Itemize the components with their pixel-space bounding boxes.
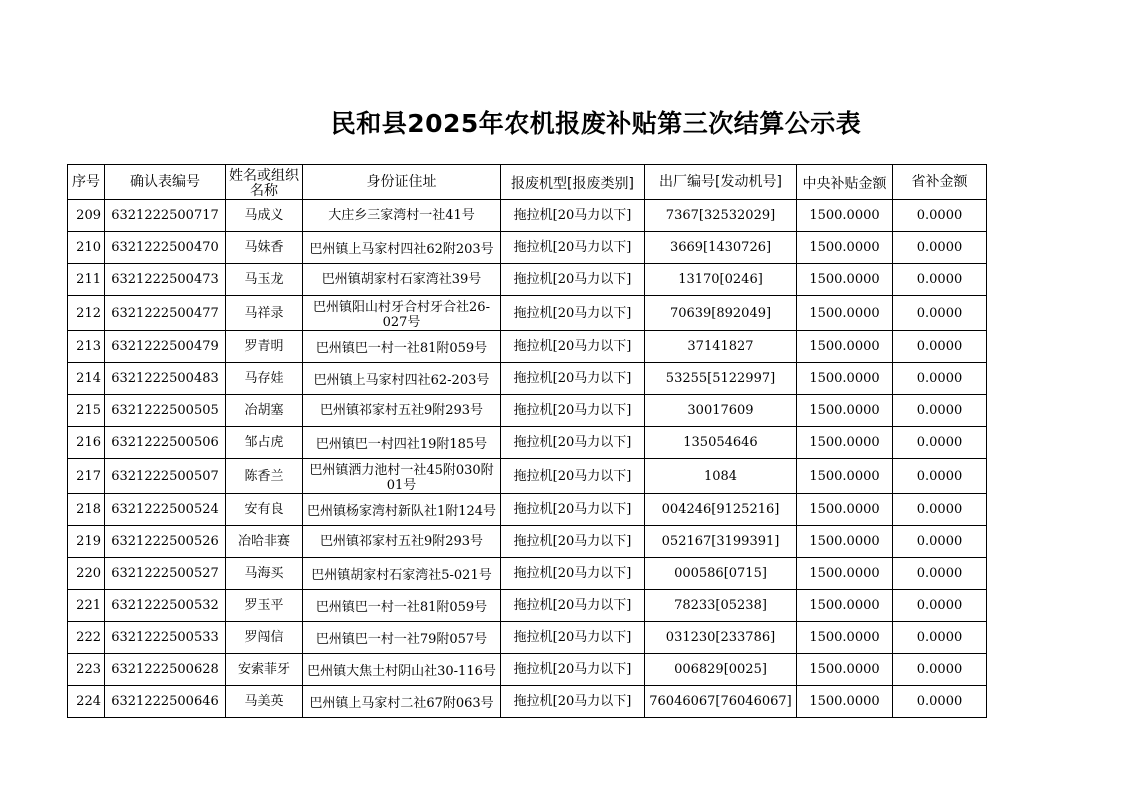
cell-seq-text: 224	[76, 694, 101, 709]
cell-seq	[68, 622, 105, 654]
cell-serial	[645, 459, 797, 494]
cell-central-text: 1500.0000	[809, 371, 880, 386]
cell-provincial	[893, 200, 987, 232]
cell-seq-text: 221	[76, 598, 101, 613]
cell-seq	[68, 494, 105, 526]
cell-address	[303, 558, 501, 590]
cell-name-text: 冶哈非赛	[237, 534, 290, 549]
cell-provincial	[893, 232, 987, 264]
cell-serial	[645, 331, 797, 363]
cell-provincial-text: 0.0000	[916, 435, 963, 450]
cell-serial-text: 13170[0246]	[678, 272, 763, 287]
cell-provincial-text: 0.0000	[916, 240, 963, 255]
cell-name-text: 安索菲牙	[237, 662, 290, 677]
cell-central-text: 1500.0000	[809, 534, 880, 549]
cell-provincial	[893, 264, 987, 296]
cell-name	[226, 200, 303, 232]
cell-serial-text: 006829[0025]	[674, 662, 767, 677]
cell-type-text: 拖拉机[20马力以下]	[513, 502, 632, 517]
cell-provincial-text: 0.0000	[916, 534, 963, 549]
table-row	[68, 654, 987, 686]
cell-address	[303, 459, 501, 494]
cell-code-text: 6321222500477	[111, 305, 219, 321]
cell-type-text: 拖拉机[20马力以下]	[513, 662, 632, 677]
table-row	[68, 232, 987, 264]
cell-provincial	[893, 526, 987, 558]
cell-type-text: 拖拉机[20马力以下]	[513, 339, 632, 354]
cell-central	[797, 264, 893, 296]
cell-code	[105, 363, 226, 395]
cell-address-text: 巴州镇巴一村四社19附185号	[315, 437, 488, 452]
cell-serial-text: 000586[0715]	[674, 566, 767, 581]
page-title: 民和县2025年农机报废补贴第三次结算公示表	[330, 109, 862, 138]
cell-provincial-text: 0.0000	[916, 566, 963, 581]
cell-type	[501, 363, 645, 395]
cell-type	[501, 200, 645, 232]
cell-address	[303, 622, 501, 654]
cell-type-text: 拖拉机[20马力以下]	[513, 240, 632, 255]
header-central: 中央补贴金额	[797, 165, 893, 200]
table-row	[68, 200, 987, 232]
cell-address-text: 巴州镇祁家村五社9附293号	[319, 534, 484, 549]
cell-serial	[645, 264, 797, 296]
cell-name	[226, 526, 303, 558]
cell-seq	[68, 232, 105, 264]
cell-provincial-text: 0.0000	[916, 468, 963, 484]
cell-name	[226, 331, 303, 363]
cell-provincial	[893, 494, 987, 526]
cell-seq	[68, 686, 105, 718]
cell-provincial-text: 0.0000	[916, 630, 963, 645]
cell-type-text: 拖拉机[20马力以下]	[513, 468, 632, 484]
cell-seq	[68, 590, 105, 622]
cell-name-text: 马成义	[244, 208, 284, 223]
cell-type-text: 拖拉机[20马力以下]	[513, 630, 632, 645]
cell-provincial-text: 0.0000	[916, 403, 963, 418]
cell-type-text: 拖拉机[20马力以下]	[513, 403, 632, 418]
cell-type	[501, 459, 645, 494]
header-code: 确认表编号	[105, 165, 226, 200]
cell-serial	[645, 622, 797, 654]
cell-name	[226, 654, 303, 686]
cell-central	[797, 331, 893, 363]
cell-name-text: 邹占虎	[244, 435, 284, 450]
cell-central	[797, 654, 893, 686]
cell-seq-text: 210	[76, 240, 101, 255]
cell-type	[501, 558, 645, 590]
cell-central	[797, 427, 893, 459]
cell-type-text: 拖拉机[20马力以下]	[513, 694, 632, 709]
cell-serial	[645, 686, 797, 718]
cell-provincial	[893, 296, 987, 331]
cell-address-text: 巴州镇上马家村四社62附203号	[309, 242, 494, 257]
cell-seq-text: 219	[76, 534, 101, 549]
cell-code-text: 6321222500470	[111, 240, 219, 255]
cell-name-text: 马祥录	[244, 305, 284, 321]
table-row	[68, 590, 987, 622]
cell-seq-text: 217	[76, 468, 101, 484]
cell-seq	[68, 395, 105, 427]
cell-address	[303, 427, 501, 459]
cell-serial	[645, 494, 797, 526]
cell-name-text: 冶胡塞	[244, 403, 284, 418]
cell-provincial	[893, 331, 987, 363]
cell-address-text: 巴州镇洒力池村一社45附030附01号	[309, 463, 494, 493]
cell-seq	[68, 264, 105, 296]
cell-code-text: 6321222500505	[111, 403, 219, 418]
cell-serial	[645, 296, 797, 331]
cell-central	[797, 296, 893, 331]
cell-seq-text: 211	[76, 272, 101, 287]
cell-seq	[68, 459, 105, 494]
cell-name	[226, 264, 303, 296]
header-name: 姓名或组织名称	[226, 165, 303, 200]
cell-code	[105, 494, 226, 526]
cell-central-text: 1500.0000	[809, 272, 880, 287]
cell-code-text: 6321222500507	[111, 468, 219, 484]
cell-address	[303, 526, 501, 558]
cell-address	[303, 363, 501, 395]
cell-central-text: 1500.0000	[809, 208, 880, 223]
cell-type-text: 拖拉机[20马力以下]	[513, 598, 632, 613]
cell-provincial-text: 0.0000	[916, 272, 963, 287]
cell-seq-text: 220	[76, 566, 101, 581]
cell-address-text: 巴州镇巴一村一社81附059号	[315, 341, 488, 356]
cell-type	[501, 686, 645, 718]
cell-provincial	[893, 363, 987, 395]
table-row	[68, 526, 987, 558]
cell-serial	[645, 232, 797, 264]
cell-code	[105, 654, 226, 686]
cell-type	[501, 296, 645, 331]
cell-code-text: 6321222500524	[111, 502, 219, 517]
cell-code-text: 6321222500506	[111, 435, 219, 450]
cell-name	[226, 494, 303, 526]
cell-central	[797, 622, 893, 654]
table-row	[68, 331, 987, 363]
cell-central-text: 1500.0000	[809, 240, 880, 255]
cell-seq	[68, 558, 105, 590]
cell-code	[105, 686, 226, 718]
cell-serial-text: 052167[3199391]	[661, 534, 780, 549]
cell-address	[303, 200, 501, 232]
cell-central	[797, 232, 893, 264]
cell-serial-text: 70639[892049]	[669, 305, 772, 321]
cell-code	[105, 264, 226, 296]
cell-address	[303, 232, 501, 264]
cell-seq-text: 209	[76, 208, 101, 223]
cell-type	[501, 232, 645, 264]
cell-serial-text: 1084	[703, 468, 738, 484]
cell-address-text: 巴州镇大焦土村阴山社30-116号	[307, 664, 496, 679]
cell-provincial	[893, 654, 987, 686]
cell-address-text: 巴州镇巴一村一社81附059号	[315, 600, 488, 615]
cell-serial-text: 7367[32532029]	[665, 208, 776, 223]
cell-name-text: 马存娃	[244, 371, 284, 386]
cell-name-text: 安有良	[244, 502, 284, 517]
cell-serial-text: 76046067[76046067]	[649, 694, 792, 709]
cell-address-text: 巴州镇胡家村石家湾社39号	[321, 272, 482, 287]
cell-serial	[645, 590, 797, 622]
cell-central-text: 1500.0000	[809, 502, 880, 517]
cell-central	[797, 200, 893, 232]
cell-name	[226, 459, 303, 494]
table-row	[68, 363, 987, 395]
cell-code	[105, 331, 226, 363]
cell-provincial	[893, 395, 987, 427]
cell-serial-text: 53255[5122997]	[665, 371, 776, 386]
cell-provincial-text: 0.0000	[916, 208, 963, 223]
cell-address-text: 巴州镇上马家村二社67附063号	[309, 696, 494, 711]
cell-provincial-text: 0.0000	[916, 598, 963, 613]
cell-code	[105, 526, 226, 558]
cell-type	[501, 622, 645, 654]
cell-address	[303, 264, 501, 296]
cell-code	[105, 459, 226, 494]
cell-seq	[68, 427, 105, 459]
cell-code-text: 6321222500717	[111, 208, 219, 223]
cell-address	[303, 296, 501, 331]
cell-name-text: 罗玉平	[244, 598, 284, 613]
cell-central-text: 1500.0000	[809, 339, 880, 354]
cell-provincial-text: 0.0000	[916, 502, 963, 517]
cell-type-text: 拖拉机[20马力以下]	[513, 435, 632, 450]
cell-central	[797, 395, 893, 427]
cell-central-text: 1500.0000	[809, 694, 880, 709]
cell-provincial	[893, 686, 987, 718]
cell-central	[797, 558, 893, 590]
cell-central-text: 1500.0000	[809, 468, 880, 484]
cell-seq	[68, 331, 105, 363]
settlement-table	[67, 164, 987, 718]
cell-address	[303, 494, 501, 526]
cell-provincial	[893, 622, 987, 654]
cell-serial-text: 78233[05238]	[674, 598, 767, 613]
cell-name-text: 马妹香	[244, 240, 284, 255]
cell-code-text: 6321222500526	[111, 534, 219, 549]
cell-type	[501, 654, 645, 686]
cell-seq	[68, 654, 105, 686]
header-provincial: 省补金额	[893, 165, 987, 200]
cell-address-text: 巴州镇巴一村一社79附057号	[315, 632, 488, 647]
cell-code-text: 6321222500479	[111, 339, 219, 354]
cell-type-text: 拖拉机[20马力以下]	[513, 272, 632, 287]
table-row	[68, 686, 987, 718]
cell-code	[105, 200, 226, 232]
cell-seq	[68, 296, 105, 331]
cell-serial	[645, 363, 797, 395]
cell-code-text: 6321222500483	[111, 371, 219, 386]
cell-name-text: 马海买	[244, 566, 284, 581]
cell-code-text: 6321222500473	[111, 272, 219, 287]
cell-code-text: 6321222500533	[111, 630, 219, 645]
cell-provincial-text: 0.0000	[916, 305, 963, 321]
cell-name-text: 罗青明	[244, 339, 284, 354]
cell-seq	[68, 363, 105, 395]
cell-address-text: 巴州镇杨家湾村新队社1附124号	[306, 504, 497, 519]
cell-seq-text: 213	[76, 339, 101, 354]
table-row	[68, 296, 987, 331]
header-serial: 出厂编号[发动机号]	[645, 165, 797, 200]
cell-code-text: 6321222500527	[111, 566, 219, 581]
cell-central	[797, 590, 893, 622]
cell-type	[501, 590, 645, 622]
cell-address	[303, 654, 501, 686]
cell-seq-text: 218	[76, 502, 101, 517]
cell-code	[105, 427, 226, 459]
cell-type	[501, 331, 645, 363]
cell-central-text: 1500.0000	[809, 403, 880, 418]
cell-seq-text: 222	[76, 630, 101, 645]
cell-address-text: 大庄乡三家湾村一社41号	[328, 208, 475, 223]
cell-name-text: 马美英	[244, 694, 284, 709]
cell-central	[797, 686, 893, 718]
cell-type	[501, 264, 645, 296]
cell-name	[226, 686, 303, 718]
table-row	[68, 395, 987, 427]
table-row	[68, 622, 987, 654]
cell-provincial-text: 0.0000	[916, 339, 963, 354]
cell-serial-text: 3669[1430726]	[669, 240, 772, 255]
table-row	[68, 558, 987, 590]
cell-provincial-text: 0.0000	[916, 371, 963, 386]
header-address: 身份证住址	[303, 165, 501, 200]
cell-serial-text: 031230[233786]	[665, 630, 776, 645]
cell-name	[226, 296, 303, 331]
cell-seq-text: 215	[76, 403, 101, 418]
cell-serial-text: 30017609	[687, 403, 754, 418]
cell-name	[226, 558, 303, 590]
cell-type	[501, 494, 645, 526]
cell-serial-text: 37141827	[687, 339, 754, 354]
cell-serial	[645, 395, 797, 427]
header-seq: 序号	[68, 165, 105, 200]
cell-code	[105, 232, 226, 264]
table-row	[68, 427, 987, 459]
cell-serial	[645, 654, 797, 686]
cell-serial-text: 004246[9125216]	[661, 502, 780, 517]
cell-central-text: 1500.0000	[809, 305, 880, 321]
cell-provincial	[893, 590, 987, 622]
cell-address	[303, 686, 501, 718]
cell-name-text: 陈香兰	[244, 468, 284, 484]
cell-central	[797, 494, 893, 526]
cell-serial	[645, 427, 797, 459]
cell-code	[105, 395, 226, 427]
cell-address-text: 巴州镇胡家村石家湾社5-021号	[311, 568, 492, 583]
cell-serial	[645, 200, 797, 232]
table-row	[68, 264, 987, 296]
cell-type-text: 拖拉机[20马力以下]	[513, 208, 632, 223]
cell-central	[797, 459, 893, 494]
cell-address-text: 巴州镇上马家村四社62-203号	[313, 373, 490, 388]
cell-code	[105, 558, 226, 590]
cell-name	[226, 427, 303, 459]
cell-seq-text: 216	[76, 435, 101, 450]
cell-seq-text: 214	[76, 371, 101, 386]
header-type: 报废机型[报废类别]	[501, 165, 645, 200]
cell-address	[303, 331, 501, 363]
cell-address	[303, 395, 501, 427]
cell-code	[105, 296, 226, 331]
cell-central-text: 1500.0000	[809, 435, 880, 450]
cell-code	[105, 590, 226, 622]
cell-central	[797, 526, 893, 558]
header-row	[68, 165, 987, 200]
cell-type	[501, 427, 645, 459]
cell-code-text: 6321222500628	[111, 662, 219, 677]
cell-seq	[68, 526, 105, 558]
cell-address-text: 巴州镇阳山村牙合村牙合社26-027号	[313, 300, 490, 330]
cell-address-text: 巴州镇祁家村五社9附293号	[319, 403, 484, 418]
cell-serial-text: 135054646	[683, 435, 758, 450]
cell-serial	[645, 526, 797, 558]
cell-seq-text: 212	[76, 305, 101, 321]
cell-name	[226, 395, 303, 427]
cell-type-text: 拖拉机[20马力以下]	[513, 371, 632, 386]
cell-type-text: 拖拉机[20马力以下]	[513, 534, 632, 549]
cell-provincial	[893, 427, 987, 459]
cell-type-text: 拖拉机[20马力以下]	[513, 305, 632, 321]
cell-central-text: 1500.0000	[809, 662, 880, 677]
cell-code-text: 6321222500532	[111, 598, 219, 613]
table-row	[68, 459, 987, 494]
cell-name-text: 罗闯信	[244, 630, 284, 645]
cell-type	[501, 526, 645, 558]
cell-type	[501, 395, 645, 427]
cell-seq	[68, 200, 105, 232]
cell-name	[226, 363, 303, 395]
cell-central	[797, 363, 893, 395]
cell-central-text: 1500.0000	[809, 630, 880, 645]
cell-name-text: 马玉龙	[244, 272, 284, 287]
cell-code	[105, 622, 226, 654]
cell-address	[303, 590, 501, 622]
cell-provincial-text: 0.0000	[916, 662, 963, 677]
cell-provincial	[893, 558, 987, 590]
cell-name	[226, 590, 303, 622]
cell-central-text: 1500.0000	[809, 598, 880, 613]
table-row	[68, 494, 987, 526]
cell-type-text: 拖拉机[20马力以下]	[513, 566, 632, 581]
cell-name	[226, 232, 303, 264]
cell-central-text: 1500.0000	[809, 566, 880, 581]
cell-provincial	[893, 459, 987, 494]
cell-serial	[645, 558, 797, 590]
cell-provincial-text: 0.0000	[916, 694, 963, 709]
cell-name	[226, 622, 303, 654]
cell-code-text: 6321222500646	[111, 694, 219, 709]
cell-seq-text: 223	[76, 662, 101, 677]
